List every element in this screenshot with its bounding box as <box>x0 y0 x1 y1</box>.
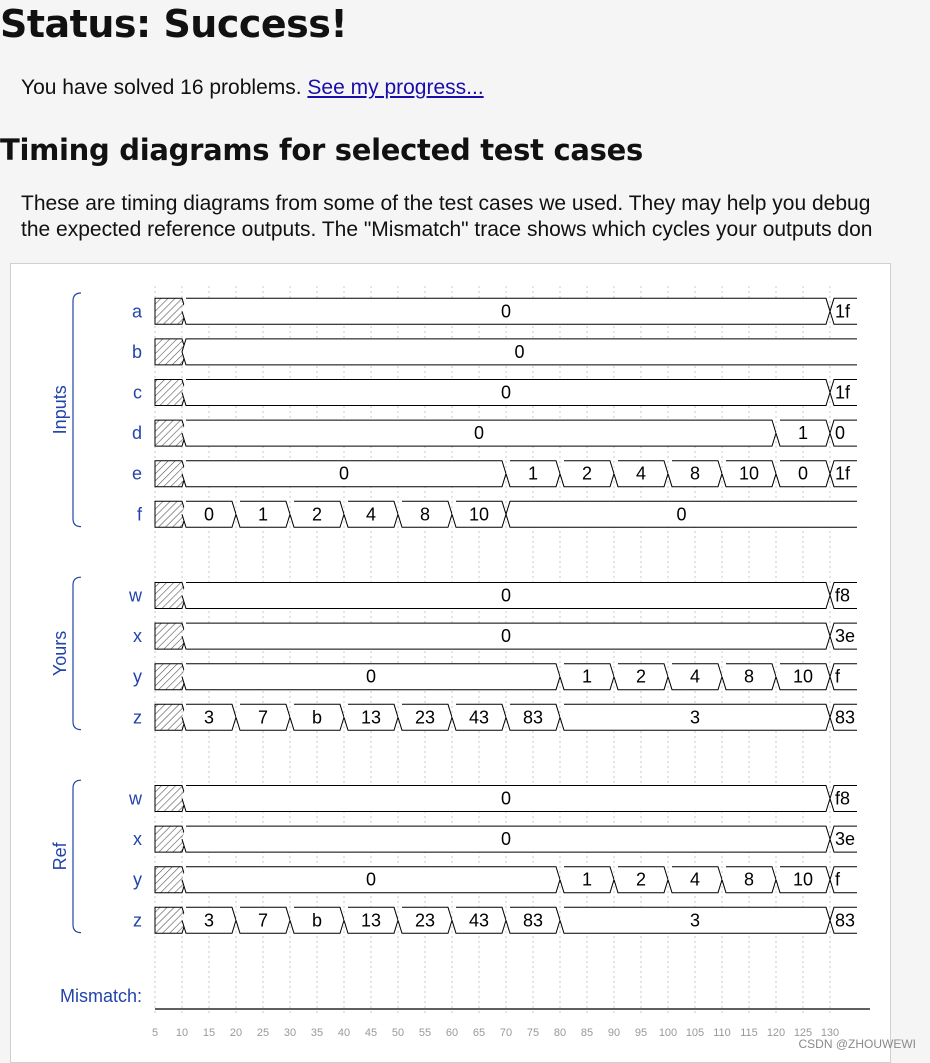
description-line-1: These are timing diagrams from some of the test cases we used. They may help you debug <box>21 192 871 215</box>
progress-link[interactable]: See my progress... <box>307 76 484 99</box>
group-label-ref: Ref <box>50 842 70 871</box>
tick-label: 85 <box>580 1027 594 1039</box>
segment-value: 0 <box>473 423 485 444</box>
segment-value: 1f <box>835 463 851 484</box>
segment-value: 10 <box>468 504 490 525</box>
undefined-region <box>155 501 186 527</box>
segment-value: 83 <box>522 707 544 728</box>
segment-value: 13 <box>360 910 382 931</box>
tick-label: 130 <box>820 1027 840 1039</box>
segment-value: 10 <box>792 869 814 890</box>
tick-label: 105 <box>685 1027 705 1039</box>
signal-name-a: a <box>131 301 142 322</box>
segment-value: 2 <box>635 666 647 687</box>
signal-row-x <box>133 826 857 852</box>
undefined-region <box>155 339 186 365</box>
timing-diagram <box>11 264 890 1062</box>
segment-value: 2 <box>581 463 593 484</box>
tick-label: 55 <box>418 1027 432 1039</box>
tick-label: 70 <box>499 1027 513 1039</box>
signal-name-f: f <box>136 504 142 525</box>
segment-value: 1 <box>581 666 593 687</box>
segment-value: 0 <box>835 423 846 444</box>
segment-value: f <box>835 869 841 890</box>
segment-value: 0 <box>365 666 377 687</box>
segment-value: 1 <box>527 463 539 484</box>
signal-row-a <box>132 298 857 324</box>
group-bracket-yours <box>73 577 81 729</box>
segment-value: 4 <box>365 504 377 525</box>
section-heading: Timing diagrams for selected test cases <box>0 133 643 167</box>
group-label-inputs: Inputs <box>50 385 70 435</box>
tick-label: 35 <box>310 1027 324 1039</box>
signal-name-d: d <box>131 423 142 444</box>
segment-value: 3 <box>203 707 215 728</box>
signal-name-x: x <box>133 829 142 850</box>
group-label-yours: Yours <box>50 630 70 677</box>
signal-row-z <box>133 907 857 933</box>
segment-value: 0 <box>203 504 215 525</box>
solved-text: You have solved 16 problems. <box>21 76 302 99</box>
segment-value: 0 <box>365 869 377 890</box>
signal-name-x: x <box>133 626 142 647</box>
segment-value: 23 <box>414 707 436 728</box>
undefined-region <box>155 298 186 324</box>
segment-value: 43 <box>468 910 490 931</box>
segment-value: b <box>311 707 323 728</box>
signal-row-w <box>128 583 857 609</box>
tick-label: 20 <box>229 1027 243 1039</box>
signal-row-y <box>133 867 857 893</box>
segment-value: 83 <box>522 910 544 931</box>
signal-name-z: z <box>133 707 142 728</box>
signal-name-c: c <box>133 382 142 403</box>
segment-value: 1f <box>835 301 851 322</box>
signal-name-z: z <box>133 910 142 931</box>
signal-name-b: b <box>131 341 142 362</box>
mismatch-label: Mismatch: <box>59 986 142 1006</box>
group-bracket-ref <box>73 780 81 932</box>
segment-value: 3e <box>835 626 856 647</box>
signal-name-y: y <box>133 869 142 890</box>
segment-value: 1 <box>797 423 809 444</box>
segment-value: b <box>311 910 323 931</box>
status-heading: Status: Success! <box>0 2 348 46</box>
timing-diagram-panel <box>10 263 891 1063</box>
segment-value: 4 <box>689 869 701 890</box>
signal-row-e <box>132 461 857 487</box>
segment-value: 8 <box>743 869 755 890</box>
undefined-region <box>155 907 186 933</box>
tick-label: 95 <box>634 1027 648 1039</box>
tick-label: 40 <box>337 1027 351 1039</box>
signal-row-z <box>133 704 857 730</box>
segment-value: 13 <box>360 707 382 728</box>
segment-value: 4 <box>689 666 701 687</box>
signal-row-y <box>133 664 857 690</box>
solved-count <box>21 74 484 102</box>
group-brackets <box>50 293 81 933</box>
signal-row-c <box>133 380 857 406</box>
undefined-region <box>155 623 186 649</box>
signal-row-w <box>128 786 857 812</box>
tick-label: 30 <box>283 1027 297 1039</box>
tick-label: 25 <box>256 1027 270 1039</box>
signal-name-y: y <box>133 666 142 687</box>
section-description <box>21 191 930 243</box>
signal-row-b <box>132 339 857 365</box>
watermark: CSDN @ZHOUWEWI <box>798 1037 916 1051</box>
tick-label: 5 <box>151 1027 159 1039</box>
segment-value: f8 <box>835 585 851 606</box>
tick-label: 115 <box>740 1027 758 1039</box>
segment-value: 2 <box>311 504 323 525</box>
tick-label: 65 <box>472 1027 486 1039</box>
segment-value: 8 <box>419 504 431 525</box>
segment-value: 10 <box>738 463 760 484</box>
segment-value: 7 <box>257 910 269 931</box>
tick-label: 50 <box>391 1027 405 1039</box>
group-bracket-inputs <box>73 293 81 527</box>
segment-value: 0 <box>797 463 809 484</box>
mismatch-trace <box>60 986 870 1009</box>
signal-row-d <box>132 420 857 446</box>
segment-value: 0 <box>500 585 512 606</box>
segment-value: 3 <box>203 910 215 931</box>
time-axis <box>152 1027 839 1039</box>
segment-value: 23 <box>414 910 436 931</box>
segment-value: 8 <box>689 463 701 484</box>
undefined-region <box>155 704 186 730</box>
tick-label: 10 <box>175 1027 189 1039</box>
segment-value: 0 <box>500 301 512 322</box>
signal-traces <box>128 298 857 933</box>
undefined-region <box>155 826 186 852</box>
tick-label: 80 <box>553 1027 567 1039</box>
undefined-region <box>155 461 186 487</box>
undefined-region <box>155 786 186 812</box>
undefined-region <box>155 664 186 690</box>
segment-value: 7 <box>257 707 269 728</box>
segment-value: 0 <box>676 504 687 525</box>
segment-value: 83 <box>835 707 856 728</box>
segment-value: 0 <box>500 382 512 403</box>
segment-value: 83 <box>835 910 856 931</box>
segment-value: 0 <box>514 341 525 362</box>
signal-name-w: w <box>129 788 142 809</box>
segment-value: 0 <box>500 626 512 647</box>
tick-label: 75 <box>526 1027 540 1039</box>
segment-value: 1 <box>581 869 593 890</box>
segment-value: 0 <box>500 788 512 809</box>
tick-label: 15 <box>202 1027 216 1039</box>
segment-value: 2 <box>635 869 647 890</box>
segment-value: 8 <box>743 666 755 687</box>
segment-value: 4 <box>635 463 647 484</box>
description-line-2: the expected reference outputs. The "Mismatch" trace shows which cycles your outputs don <box>21 218 873 241</box>
tick-label: 100 <box>658 1027 678 1039</box>
tick-label: 60 <box>445 1027 459 1039</box>
segment-value: 1f <box>835 382 851 403</box>
segment-value: 3 <box>689 707 701 728</box>
tick-label: 45 <box>364 1027 378 1039</box>
undefined-region <box>155 380 186 406</box>
segment-value: 1 <box>257 504 269 525</box>
segment-value: 10 <box>792 666 814 687</box>
signal-row-x <box>133 623 857 649</box>
tick-label: 90 <box>607 1027 621 1039</box>
segment-value: f <box>835 666 841 687</box>
undefined-region <box>155 420 186 446</box>
segment-value: 43 <box>468 707 490 728</box>
segment-value: 3e <box>835 829 856 850</box>
segment-value: 0 <box>338 463 350 484</box>
signal-name-w: w <box>129 585 142 606</box>
undefined-region <box>155 583 186 609</box>
segment-value: 3 <box>689 910 701 931</box>
signal-row-f <box>137 501 857 527</box>
signal-name-e: e <box>131 463 142 484</box>
segment-value: 0 <box>500 829 512 850</box>
tick-label: 120 <box>766 1027 786 1039</box>
segment-value: f8 <box>835 788 851 809</box>
undefined-region <box>155 867 186 893</box>
tick-label: 125 <box>793 1027 813 1039</box>
tick-label: 110 <box>713 1027 731 1039</box>
